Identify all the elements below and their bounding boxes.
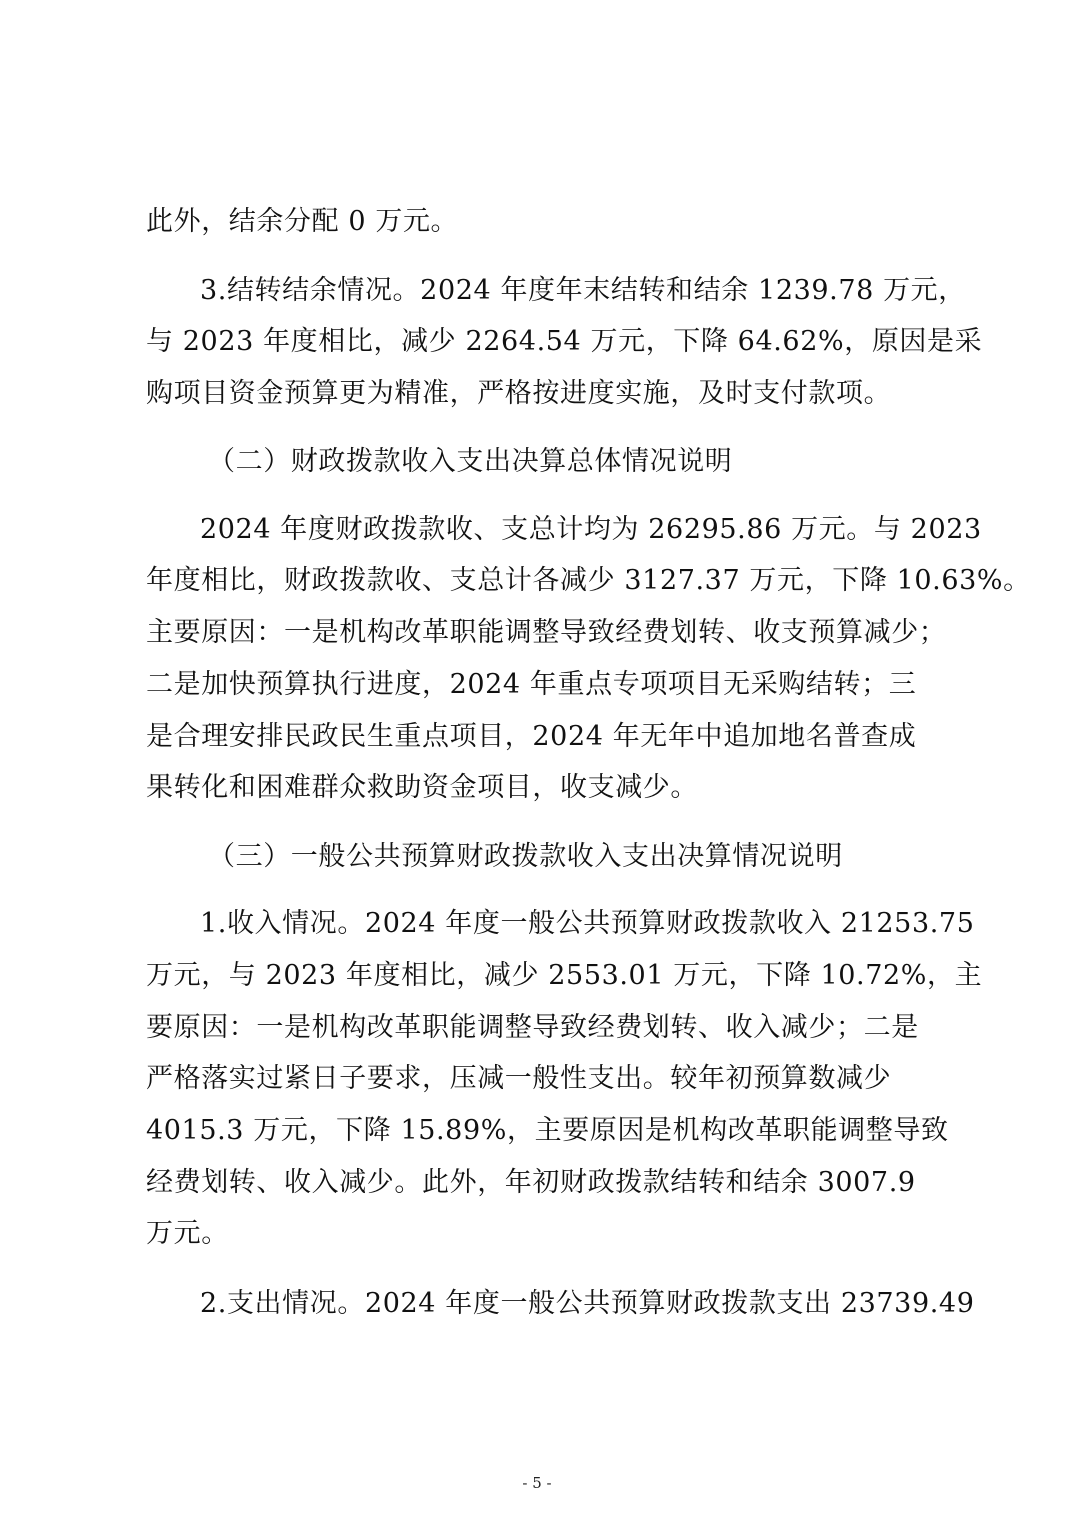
section-heading: （二）财政拨款收入支出决算总体情况说明 bbox=[208, 446, 733, 477]
body-text-line: 购项目资金预算更为精准，严格按进度实施，及时支付款项。 bbox=[146, 378, 892, 409]
body-text-line: 要原因：一是机构改革职能调整导致经费划转、收入减少；二是 bbox=[146, 1012, 919, 1043]
body-text-line: 2024 年度财政拨款收、支总计均为 26295.86 万元。与 2023 bbox=[200, 514, 982, 545]
body-text-line: 与 2023 年度相比，减少 2264.54 万元，下降 64.62%，原因是采 bbox=[146, 326, 983, 357]
body-text-line: 是合理安排民政民生重点项目，2024 年无年中追加地名普查成 bbox=[146, 721, 917, 752]
body-text-line: 万元。 bbox=[146, 1218, 229, 1249]
body-text-line: 年度相比，财政拨款收、支总计各减少 3127.37 万元，下降 10.63%。 bbox=[146, 565, 1031, 596]
body-text-line: 2.支出情况。2024 年度一般公共预算财政拨款支出 23739.49 bbox=[200, 1288, 975, 1319]
body-text-line: 经费划转、收入减少。此外，年初财政拨款结转和结余 3007.9 bbox=[146, 1167, 916, 1198]
body-text-line: 3.结转结余情况。2024 年度年末结转和结余 1239.78 万元， bbox=[200, 275, 966, 306]
page-number: - 5 - bbox=[522, 1474, 552, 1492]
body-text-line: 主要原因：一是机构改革职能调整导致经费划转、收支预算减少； bbox=[146, 617, 947, 648]
body-text-line: 严格落实过紧日子要求，压减一般性支出。较年初预算数减少 bbox=[146, 1063, 892, 1094]
body-text-line: 1.收入情况。2024 年度一般公共预算财政拨款收入 21253.75 bbox=[200, 908, 975, 939]
body-text-line: 此外，结余分配 0 万元。 bbox=[146, 206, 459, 237]
body-text-line: 万元，与 2023 年度相比，减少 2553.01 万元，下降 10.72%，主 bbox=[146, 960, 983, 991]
body-text-line: 4015.3 万元，下降 15.89%，主要原因是机构改革职能调整导致 bbox=[146, 1115, 949, 1146]
section-heading: （三）一般公共预算财政拨款收入支出决算情况说明 bbox=[208, 841, 843, 872]
body-text-line: 二是加快预算执行进度，2024 年重点专项项目无采购结转；三 bbox=[146, 669, 917, 700]
body-text-line: 果转化和困难群众救助资金项目，收支减少。 bbox=[146, 772, 698, 803]
